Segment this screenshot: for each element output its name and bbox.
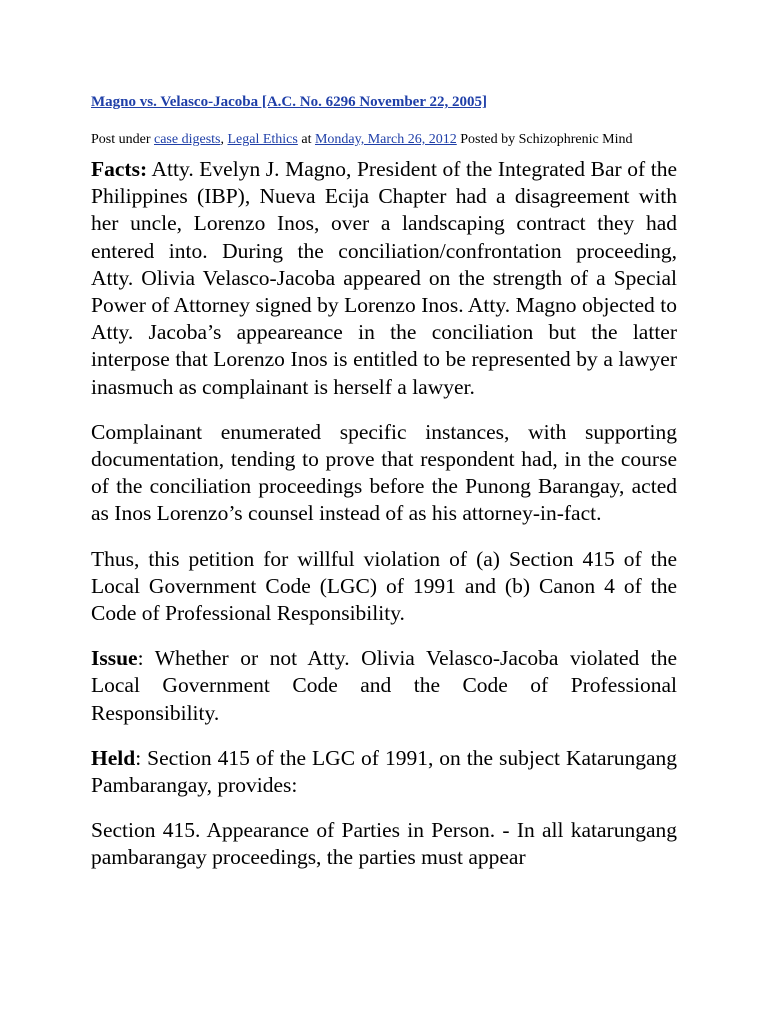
post-under-label: Post under (91, 132, 151, 147)
held-paragraph (91, 745, 677, 799)
facts-paragraph (91, 156, 677, 401)
post-title-link[interactable]: Magno vs. Velasco-Jacoba [A.C. No. 6296 November 22, 2005] (91, 94, 487, 110)
category-separator: , (220, 132, 224, 147)
category-link-case-digests[interactable]: case digests (154, 132, 221, 147)
section-415-paragraph: Section 415. Appearance of Parties in Person. - In all katarungang pambarangay proceedings, the parties must appear (91, 818, 677, 870)
issue-heading: Issue (91, 646, 138, 671)
posted-by-label: Posted by Schizophrenic Mind (460, 132, 633, 147)
post-meta (91, 130, 633, 150)
post-date-link[interactable]: Monday, March 26, 2012 (314, 132, 457, 147)
category-link-legal-ethics[interactable]: Legal Ethics (227, 132, 298, 147)
facts-text: Atty. Evelyn J. Magno, President of the Integrated Bar of the Philippines (IBP), Nueva Ecija Chapter had a disagreement with her uncle, Lorenzo Inos, over a landscaping contract they had entered into. During the conciliation/confrontation proceeding, Atty. Olivia Velasco-Jacoba appeared on the strength of a Special Power of Attorney signed by Lorenzo Inos. Atty. Magno objected to Atty. Jacoba’s appeareance in the conciliation but the latter interpose that Lorenzo Inos is entitled to be represented by a lawyer inasmuch as complainant is herself a lawyer. (91, 157, 677, 399)
at-label: at (301, 132, 312, 147)
post-body (91, 156, 677, 872)
complainant-paragraph: Complainant enumerated specific instances, with supporting documentation, tending to prove that respondent had, in the course of the conciliation proceedings before the Punong Barangay, acted as Inos Lorenzo’s counsel instead of as his attorney-in-fact. (91, 419, 677, 526)
issue-text: : Whether or not Atty. Olivia Velasco-Jacoba violated the Local Government Code and the Code of Professional Responsibility. (91, 646, 677, 725)
facts-heading: Facts: (91, 157, 148, 181)
held-text: : Section 415 of the LGC of 1991, on the subject Katarungang Pambarangay, provides: (91, 745, 677, 798)
petition-paragraph: Thus, this petition for willful violation of (a) Section 415 of the Local Government Code (LGC) of 1991 and (b) Canon 4 of the Code of Professional Responsibility. (91, 546, 677, 626)
issue-paragraph (91, 645, 677, 727)
held-heading: Held (91, 745, 136, 770)
